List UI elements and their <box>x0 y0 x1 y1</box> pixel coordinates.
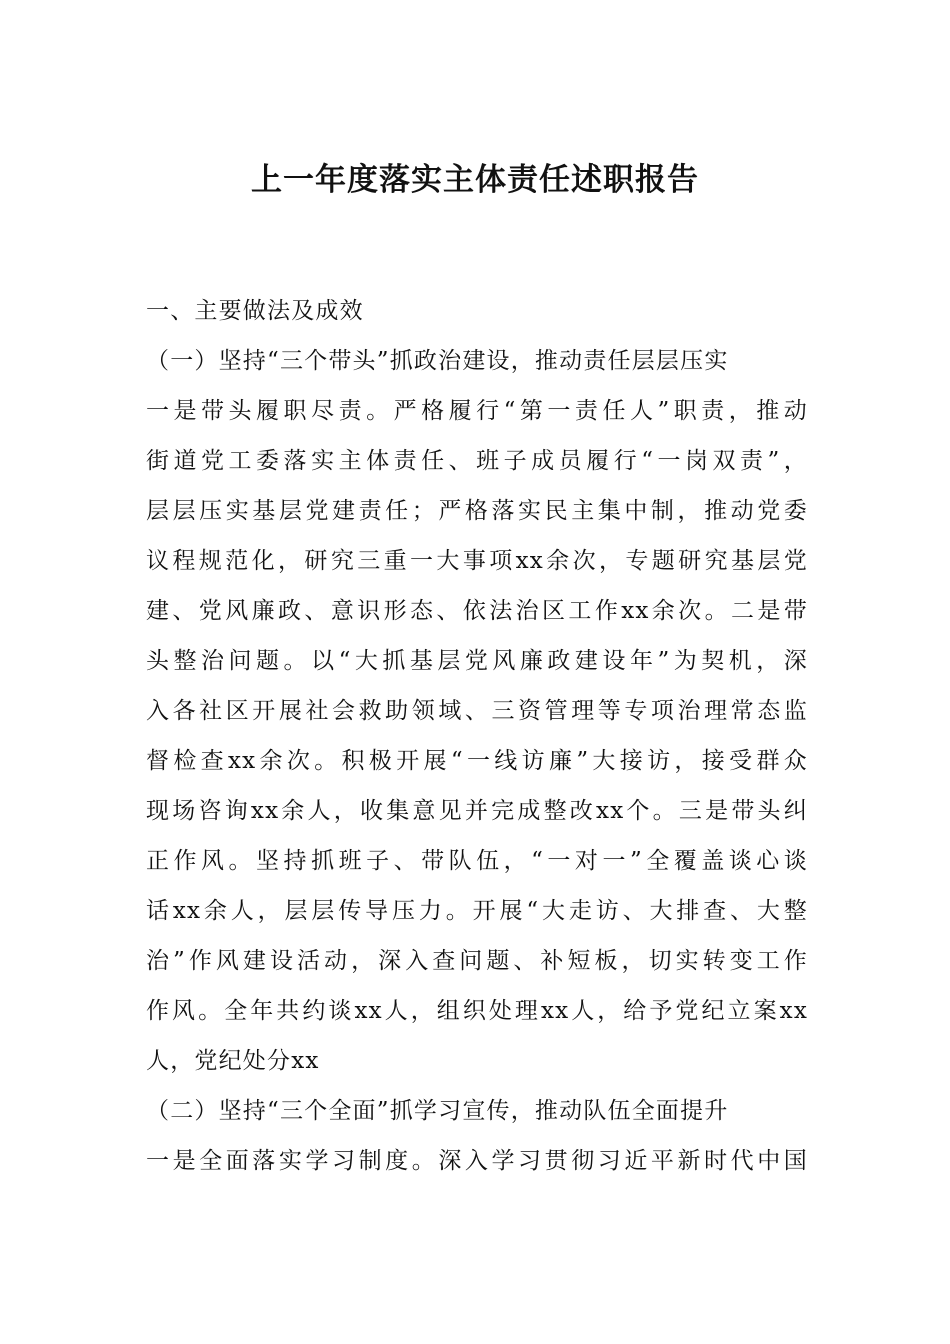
paragraph-line: 现场咨询xx余人，收集意见并完成整改xx个。三是带头纠 <box>146 798 808 824</box>
paragraph-line: 治”作风建设活动，深入查问题、补短板，切实转变工作 <box>146 948 808 974</box>
paragraph-line: 作风。全年共约谈xx人，组织处理xx人，给予党纪立案xx <box>146 998 808 1024</box>
paragraph-line: 正作风。坚持抓班子、带队伍，“一对一”全覆盖谈心谈 <box>146 848 808 874</box>
paragraph-line: 入各社区开展社会救助领域、三资管理等专项治理常态监 <box>146 698 808 724</box>
document-body <box>146 286 808 1186</box>
paragraph-line: 街道党工委落实主体责任、班子成员履行“一岗双责”， <box>146 448 808 474</box>
paragraph-line: 议程规范化，研究三重一大事项xx余次，专题研究基层党 <box>146 548 808 574</box>
section-heading: 一、主要做法及成效 <box>146 298 364 324</box>
paragraph-line: 层层压实基层党建责任；严格落实民主集中制，推动党委 <box>146 498 808 524</box>
paragraph-line: 头整治问题。以“大抓基层党风廉政建设年”为契机，深 <box>146 648 808 674</box>
paragraph-line: 一是带头履职尽责。严格履行“第一责任人”职责，推动 <box>146 398 808 424</box>
paragraph-line: 建、党风廉政、意识形态、依法治区工作xx余次。二是带 <box>146 598 808 624</box>
paragraph-line: 督检查xx余次。积极开展“一线访廉”大接访，接受群众 <box>146 748 808 774</box>
paragraph-line: 话xx余人，层层传导压力。开展“大走访、大排查、大整 <box>146 898 808 924</box>
paragraph-line-end: 人，党纪处分xx <box>146 1048 320 1074</box>
paragraph-line: 一是全面落实学习制度。深入学习贯彻习近平新时代中国 <box>146 1148 808 1174</box>
subsection-heading: （一）坚持“三个带头”抓政治建设，推动责任层层压实 <box>146 348 729 374</box>
document-title: 上一年度落实主体责任述职报告 <box>251 162 699 198</box>
subsection-heading: （二）坚持“三个全面”抓学习宣传，推动队伍全面提升 <box>146 1098 729 1124</box>
